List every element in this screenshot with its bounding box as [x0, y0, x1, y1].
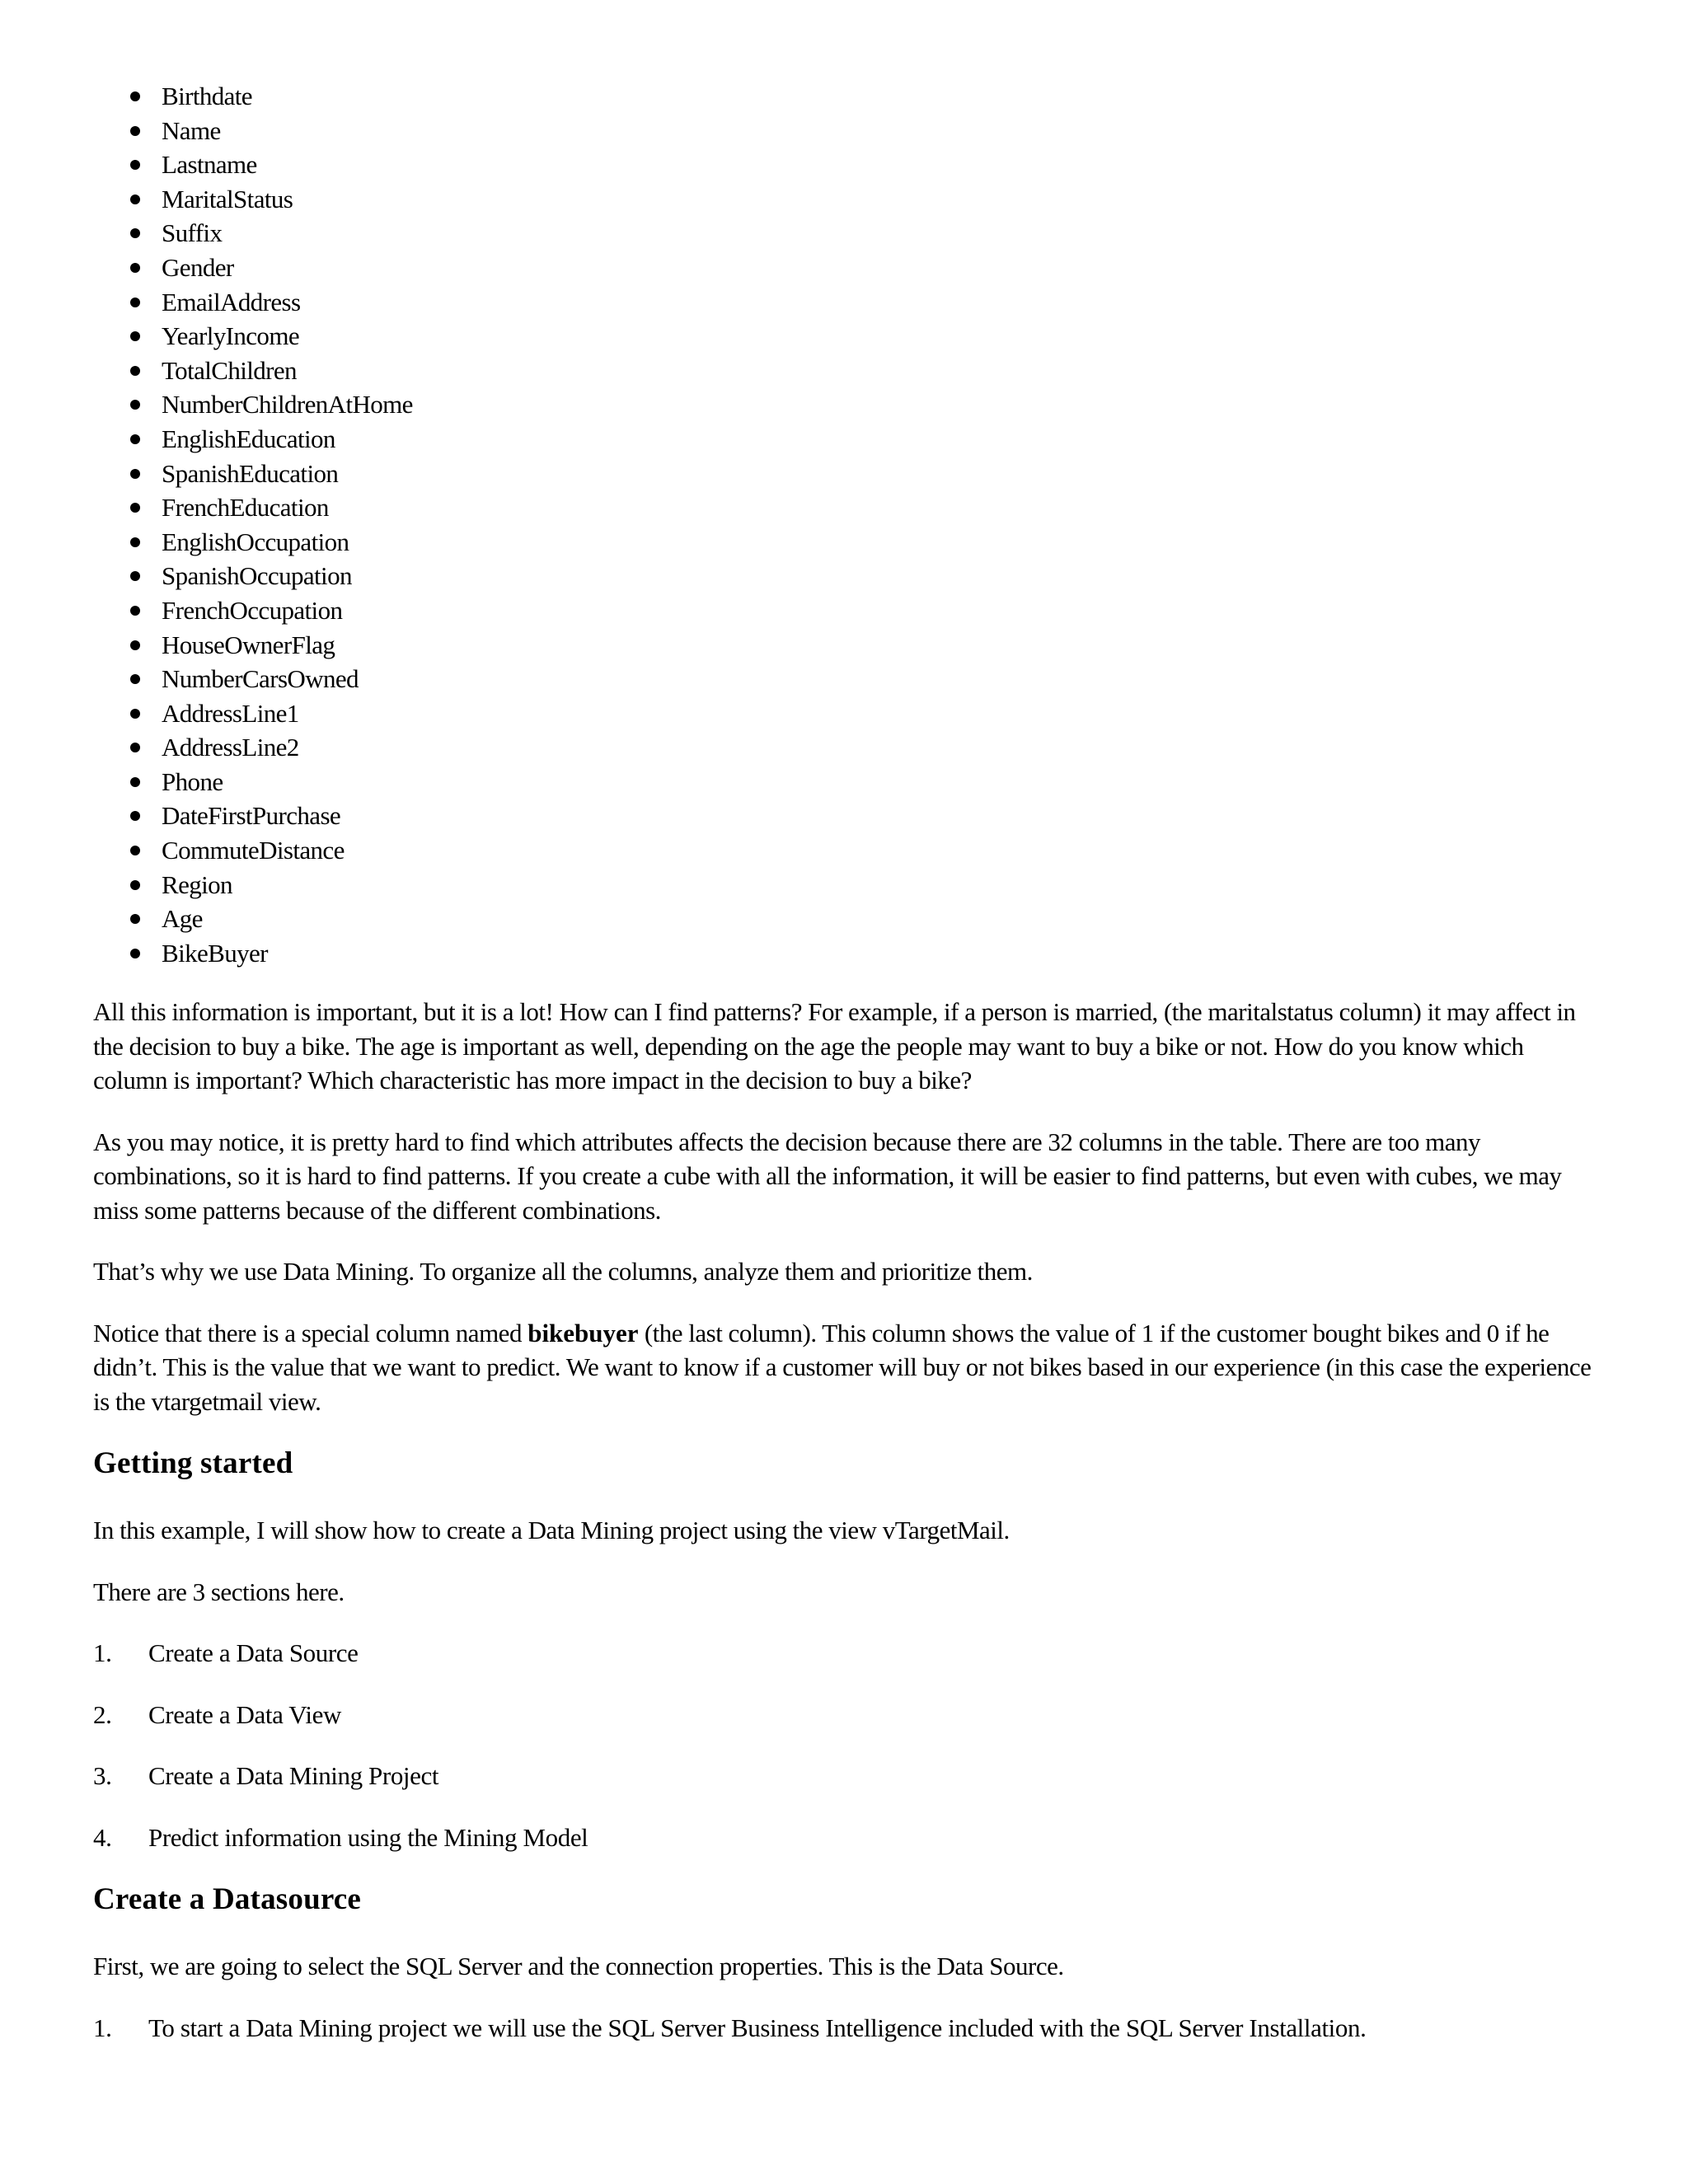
list-item-label: Phone: [162, 766, 223, 796]
heading-create-datasource: Create a Datasource: [93, 1882, 362, 1917]
list-item: [93, 79, 1601, 114]
list-item: [93, 525, 1601, 560]
paragraph-bikebuyer: [93, 1316, 1601, 1419]
bullet-icon: [130, 228, 140, 238]
paragraph-attributes: As you may notice, it is pretty hard to find which attributes affects the decision because there are 32 columns in the table. There are too many combinations, so it is hard to find patterns. If you create a cube with all the information, it will be easier to find patterns, but even with cubes, we may miss some patterns because of the different combinations.: [93, 1127, 1562, 1225]
list-item: [93, 182, 1601, 217]
bullet-icon: [130, 880, 140, 890]
list-item-label: NumberCarsOwned: [162, 664, 359, 694]
bikebuyer-term: bikebuyer: [528, 1318, 639, 1347]
list-item: [93, 593, 1601, 628]
list-item-label: YearlyIncome: [162, 321, 299, 351]
bullet-icon: [130, 160, 140, 170]
heading-getting-started: Getting started: [93, 1446, 293, 1481]
list-item: [93, 285, 1601, 320]
bullet-icon: [130, 709, 140, 719]
bullet-icon: [130, 126, 140, 136]
bullet-icon: [130, 194, 140, 204]
datasource-steps-list: [93, 2011, 1601, 2046]
list-item-label: DateFirstPurchase: [162, 801, 341, 831]
list-item: [93, 765, 1601, 799]
list-item: [93, 251, 1601, 285]
list-item-label: FrenchOccupation: [162, 595, 343, 625]
list-item: [93, 799, 1601, 833]
step-text: Create a Data View: [148, 1699, 341, 1729]
bullet-icon: [130, 914, 140, 924]
bullet-icon: [130, 949, 140, 958]
bullet-icon: [130, 503, 140, 513]
paragraph-text: (the last column). This column shows the value of 1 if the customer bought bikes and 0 if he didn’t. This is the value that we want to predict. We want to know if a customer will buy or not bikes based in our experience (in this case the experience is the vtargetmail view.: [93, 1318, 1592, 1416]
step-item: [93, 1759, 1601, 1793]
list-item-label: CommuteDistance: [162, 836, 345, 865]
paragraph-intro: In this example, I will show how to create a Data Mining project using the view vTargetMail.: [93, 1516, 1010, 1545]
list-item: [93, 559, 1601, 593]
step-text: Predict information using the Mining Model: [148, 1822, 588, 1852]
list-item: [93, 422, 1601, 457]
bullet-icon: [130, 811, 140, 821]
list-item: [93, 628, 1601, 663]
column-list: [93, 79, 1601, 970]
step-text: Create a Data Mining Project: [148, 1761, 439, 1791]
list-item-label: NumberChildrenAtHome: [162, 390, 413, 419]
step-item: [93, 1636, 1601, 1671]
bullet-icon: [130, 434, 140, 444]
list-item-label: MaritalStatus: [162, 184, 293, 213]
list-item-label: EmailAddress: [162, 287, 301, 316]
list-item: [93, 114, 1601, 148]
list-item-label: FrenchEducation: [162, 493, 329, 523]
bullet-icon: [130, 298, 140, 307]
bullet-icon: [130, 640, 140, 650]
list-item-label: Age: [162, 904, 203, 934]
list-item-label: Lastname: [162, 150, 257, 180]
step-item: [93, 1821, 1601, 1855]
list-item-label: TotalChildren: [162, 355, 297, 385]
list-item: [93, 457, 1601, 491]
document-page: [93, 79, 1601, 2045]
bullet-icon: [130, 263, 140, 273]
step-text: To start a Data Mining project we will use the SQL Server Business Intelligence included with the SQL Server Installation.: [148, 2013, 1367, 2042]
bullet-icon: [130, 537, 140, 547]
paragraph-importance: All this information is important, but it is a lot! How can I find patterns? For example, if a person is married, (the maritalstatus column) it may affect in the decision to buy a bike. The age is important as well, depending on the age the people may want to buy a bike or not. How do you know which column is important? Which characteristic has more impact in the decision to buy a bike?: [93, 997, 1576, 1095]
bullet-icon: [130, 606, 140, 616]
bullet-icon: [130, 777, 140, 787]
step-item: [93, 1698, 1601, 1732]
step-number: 4.: [93, 1822, 112, 1852]
list-item-label: SpanishOccupation: [162, 561, 352, 591]
list-item: [93, 216, 1601, 251]
bullet-icon: [130, 331, 140, 341]
list-item: [93, 387, 1601, 422]
list-item-label: SpanishEducation: [162, 458, 339, 488]
list-item-label: AddressLine2: [162, 733, 299, 762]
bullet-icon: [130, 743, 140, 752]
list-item-label: AddressLine1: [162, 698, 299, 728]
list-item-label: EnglishOccupation: [162, 527, 349, 556]
list-item-label: Suffix: [162, 218, 223, 248]
list-item-label: Gender: [162, 252, 234, 282]
list-item: [93, 662, 1601, 696]
paragraph-datasource-intro: First, we are going to select the SQL Server and the connection properties. This is the Data Source.: [93, 1952, 1064, 1981]
bullet-icon: [130, 674, 140, 684]
list-item: [93, 868, 1601, 902]
list-item-label: HouseOwnerFlag: [162, 630, 335, 659]
list-item-label: EnglishEducation: [162, 424, 335, 453]
step-number: 1.: [93, 1638, 112, 1668]
paragraph-why-data-mining: That’s why we use Data Mining. To organize all the columns, analyze them and prioritize them.: [93, 1257, 1033, 1286]
bullet-icon: [130, 400, 140, 410]
list-item: [93, 730, 1601, 765]
step-number: 1.: [93, 2013, 112, 2042]
list-item-label: Name: [162, 115, 221, 145]
bullet-icon: [130, 366, 140, 376]
bullet-icon: [130, 469, 140, 479]
paragraph-sections: There are 3 sections here.: [93, 1577, 345, 1606]
bullet-icon: [130, 571, 140, 581]
list-item-label: Birthdate: [162, 82, 252, 110]
paragraph-text: Notice that there is a special column named: [93, 1318, 528, 1347]
list-item: [93, 936, 1601, 971]
list-item: [93, 833, 1601, 868]
bullet-icon: [130, 846, 140, 855]
list-item-label: BikeBuyer: [162, 938, 268, 968]
step-number: 2.: [93, 1699, 112, 1729]
list-item: [93, 354, 1601, 388]
list-item-label: Region: [162, 869, 232, 899]
step-item: [93, 2011, 1601, 2046]
list-item: [93, 148, 1601, 182]
list-item: [93, 319, 1601, 354]
step-text: Create a Data Source: [148, 1638, 359, 1668]
bullet-icon: [130, 91, 140, 101]
step-number: 3.: [93, 1761, 112, 1791]
steps-list: [93, 1636, 1601, 1854]
list-item: [93, 490, 1601, 525]
list-item: [93, 902, 1601, 936]
list-item: [93, 696, 1601, 731]
